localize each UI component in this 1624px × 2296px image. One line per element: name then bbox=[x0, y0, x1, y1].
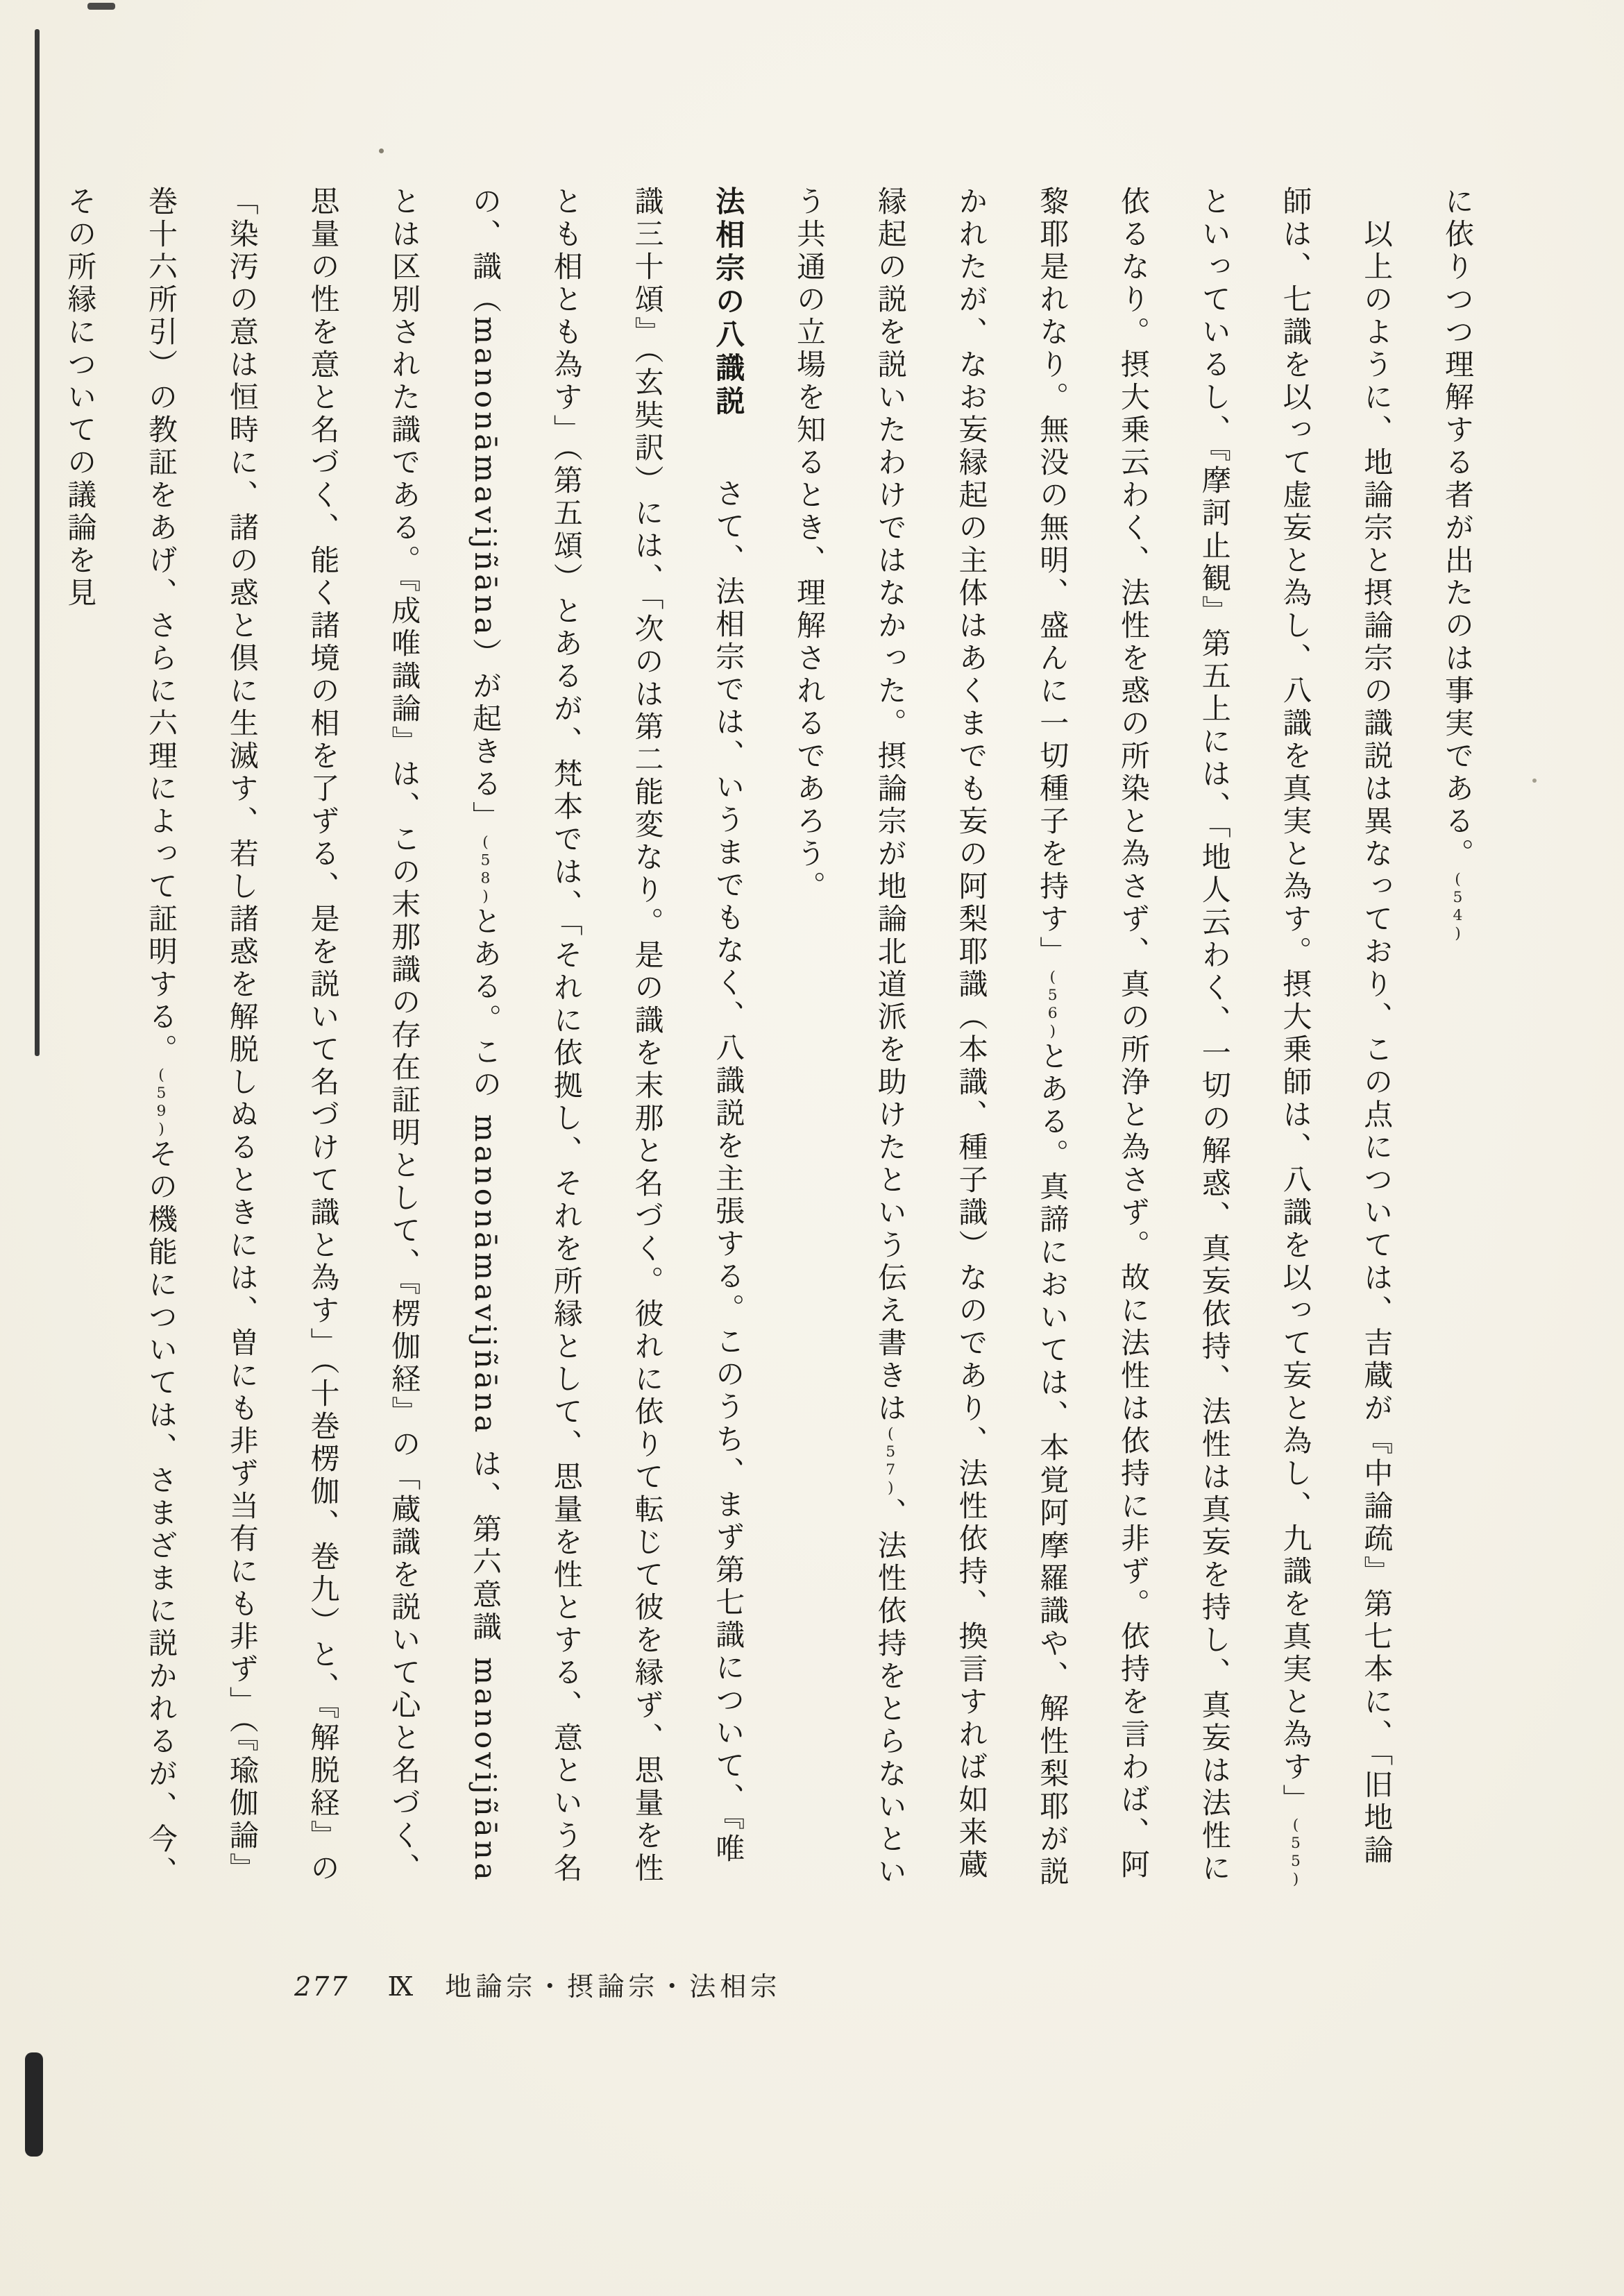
body-text: さて、法相宗では、いうまでもなく、八識説を主張する。このうち、まず第七識について、『唯識三十頌』（玄奘訳）には、「次のは第二能変なり。是の識を末那と名づく。彼れに依りて転じて彼を縁ず、思量を性とも相とも為す」（第五頌）とあるが、梵本では、「それに依拠し、それを所縁として、思量を性とする、意という名の、識（manonāmavijñāna）が起きる」 bbox=[468, 186, 746, 1885]
scan-speck-artifact bbox=[379, 148, 384, 153]
body-text: とある。この manonāmavijñāna は、第六意識 manovijñāna とは区別された識である。『成唯識論』は、この末那識の存在証明として、『楞伽経』の「蔵識を説いて心と名づく、思量の性を意と名づく、能く諸境の相を了ずる、是を説いて名づけて識と為す」（十巻楞伽、巻九）と、『解脱経』の「染汚の意は恒時に、諸の惑と倶に生滅す、若し諸惑を解脱しぬるときには、曽にも非ず当有にも非ず」（『瑜伽論』巻十六所引）の教証をあげ、さらに六理によって証明する。 bbox=[144, 186, 502, 1885]
body-text: その機能については、さまざまに説かれるが、今、その所縁についての議論を見 bbox=[63, 186, 178, 1889]
paragraph-continuation bbox=[1416, 186, 1498, 1889]
body-text: 以上のように、地論宗と摂論宗の識説は異なっており、この点については、吉蔵が『中論疏』第七本に、「旧地論師は、七識を以って虚妄と為し、八識を真実と為す。摂大乗師は、八識を以って妄と為し、九識を真実と為す」 bbox=[1278, 186, 1394, 1867]
footnote-marker-57: (57) bbox=[881, 1425, 899, 1497]
vertical-text-block bbox=[40, 186, 1498, 1889]
chapter-title: 地論宗・摂論宗・法相宗 bbox=[445, 1971, 781, 2002]
body-text: といっているし、『摩訶止観』第五上には、「地人云わく、一切の解惑、真妄依持、法性は真妄を持し、真妄は法性に依るなり。摂大乗云わく、法性を惑の所染と為さず、真の所浄と為さず。故に法性は依持に非ず。依持を言わば、阿黎耶是れなり。無没の無明、盛んに一切種子を持す」 bbox=[1035, 186, 1232, 1885]
chapter-number: Ⅸ bbox=[387, 1971, 414, 2002]
scan-blob-artifact bbox=[25, 2052, 43, 2157]
section-heading: 法相宗の八識説 bbox=[711, 186, 746, 419]
scan-dash-artifact bbox=[87, 3, 115, 10]
paragraph-summary bbox=[768, 186, 1416, 1889]
footnote-marker-58: (58) bbox=[477, 833, 494, 906]
page-number: 277 bbox=[294, 1971, 349, 2002]
footnote-marker-54: (54) bbox=[1449, 871, 1466, 943]
footnote-marker-56: (56) bbox=[1044, 969, 1062, 1041]
body-text: とある。真諦においては、本覚阿摩羅識や、解性梨耶が説かれたが、なお妄縁起の主体はあくまでも妄の阿梨耶識（本識、種子識）なのであり、法性依持、換言すれば如来蔵縁起の説を説いたわけではなかった。摂論宗が地論北道派を助けたという伝え書きは bbox=[873, 186, 1070, 1889]
footnote-marker-55: (55) bbox=[1287, 1817, 1305, 1889]
paragraph-hosso-section bbox=[40, 186, 769, 1889]
body-text: 、法性依持をとらないという共通の立場を知るとき、理解されるであろう。 bbox=[793, 186, 908, 1889]
page-footer bbox=[294, 1965, 781, 2003]
body-text: に依りつつ理解する者が出たのは事実である。 bbox=[1441, 186, 1475, 871]
footnote-marker-59: (59) bbox=[153, 1066, 170, 1139]
scan-speck-artifact bbox=[1532, 779, 1537, 783]
